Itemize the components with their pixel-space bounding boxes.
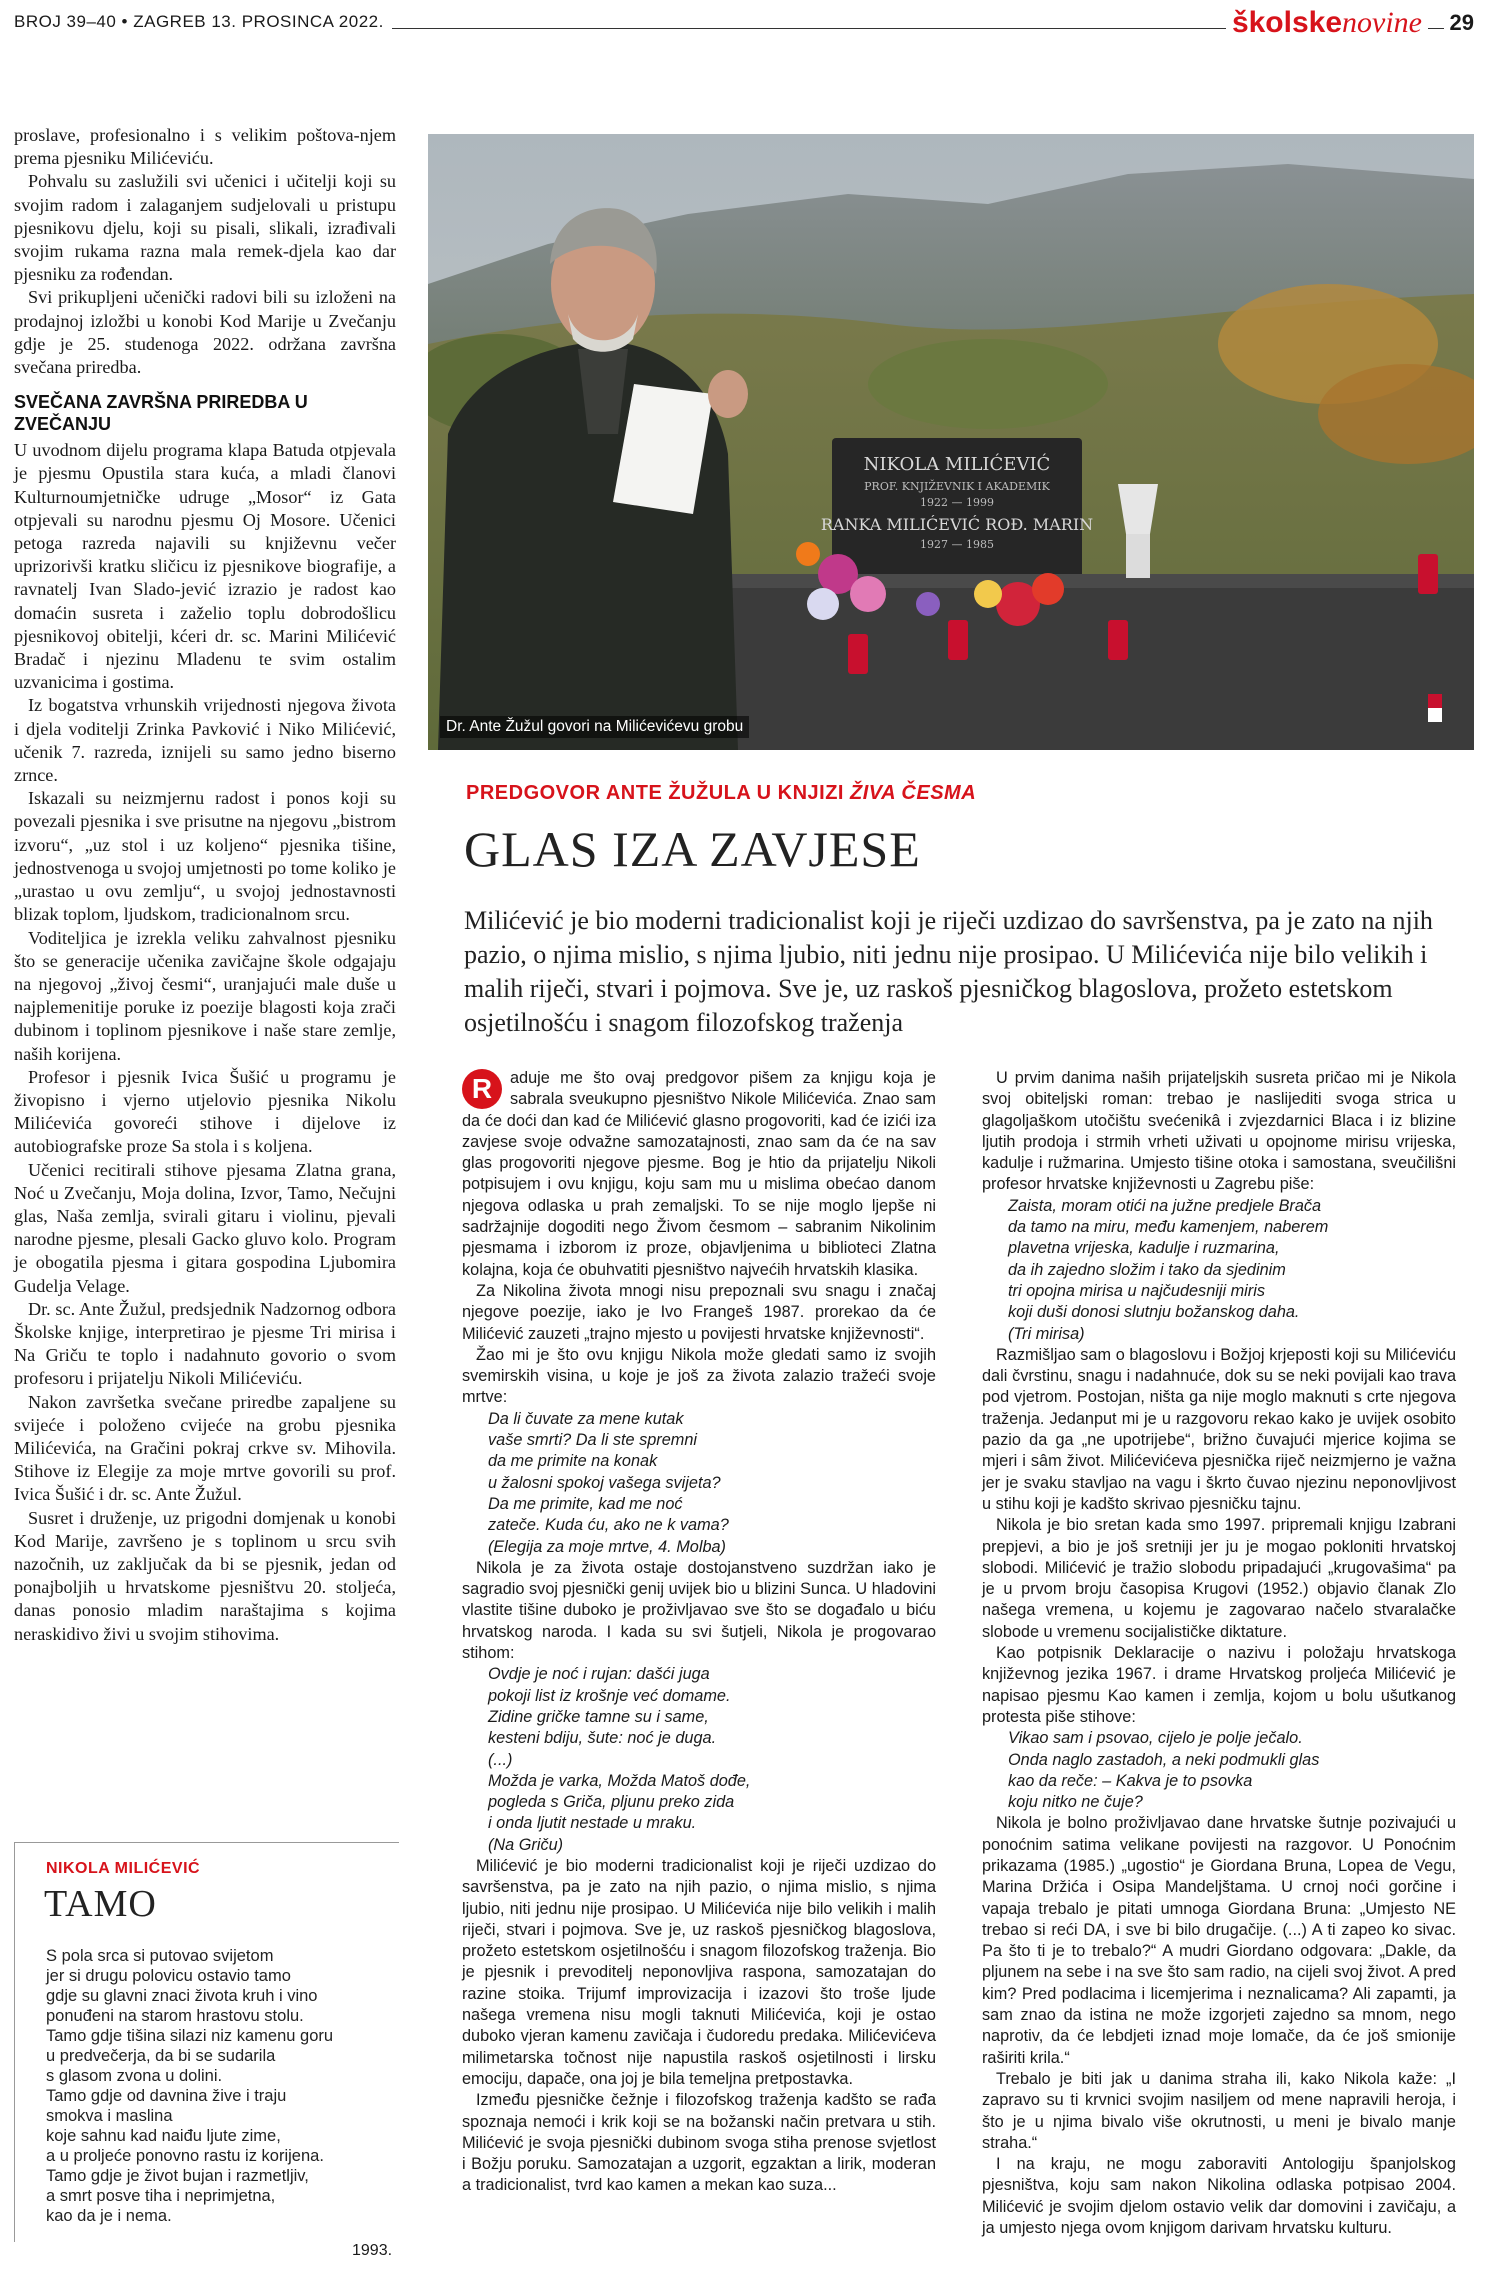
poem-line: a smrt posve tiha i neprimjetna, (46, 2187, 276, 2205)
publication-logo (1226, 6, 1428, 40)
verse-line: koju nitko ne čuje? (1008, 1793, 1143, 1812)
verse-line: kesteni bdiju, šute: noć je duga. (488, 1729, 717, 1748)
section-subheading: SVEČANA ZAVRŠNA PRIREDBA U ZVEČANJU (14, 392, 308, 435)
article-photo (428, 134, 1474, 750)
verse-line: (...) (488, 1750, 513, 1769)
article-paragraph: I na kraju, ne mogu zaboraviti Antologiju španjolskog pjesništva, koju sam nakon Nikolina odlaska potpisao 2004. Milićević je svojim djelom ostavio velik dar domovini i zavičaju, a ja umjesto njega ovom knjigom darivam hrvatsku kulturu. (982, 2155, 1456, 2238)
verse-line: i onda ljutit nestade u mraku. (488, 1814, 697, 1833)
left-paragraph: Svi prikupljeni učenički radovi bili su izloženi na prodajnoj izložbi u konobi Kod Marije u Zvečanju gdje je 25. studenoga 2022. održana završna svečana priredba. (14, 287, 396, 378)
article-kicker (466, 782, 976, 805)
poem-line: Tamo gdje je život bujan i razmetljiv, (46, 2167, 309, 2185)
logo-skolske: školske (1231, 6, 1343, 39)
left-paragraph: Dr. sc. Ante Žužul, predsjednik Nadzornog odbora Školske knjige, interpretirao je pjesme Tri mirisa i Na Griču te toplo i nadahnuto govorio o svom profesoru i prijatelju Nikoli Milićeviću. (14, 1298, 396, 1389)
left-column (14, 124, 396, 1646)
poem-line: S pola srca si putovao svijetom (46, 1947, 274, 1965)
grave-inscription: 1922 — 1999 (920, 496, 994, 509)
verse-line: Zaista, moram otići na južne predjele Brača (1008, 1196, 1322, 1215)
poem-line: Tamo gdje od davnina žive i traju (46, 2087, 287, 2105)
verse-line: da tamo na miru, među kamenjem, naberem (1008, 1218, 1329, 1237)
verse-line: pokoji list iz krošnje već domame. (488, 1686, 731, 1705)
article-paragraph: Razmišljao sam o blagoslovu i Božjoj krjeposti koji su Milićeviću dali čvrstinu, snagu i nadahnuće, dok su se neki povijali kao trava pod vjetrom. Postojan, ništa ga nije moglo maknuti s crte njegova traženja. Jedanput mi je u razgovoru rekao kako je uvijek osobito pazio da ga „ne upotrijebe“, brižno čuvajući mjerice kojima se mjeri i sâm život. Milićevićeva pjesnička riječ neizmjerno je važna jer je svaku stavljao na vagu i škrto čuvao njezinu neponovljivost u stihu koji je kadšto skrivao pjesničku tajnu. (982, 1345, 1456, 1513)
poem-line: s glasom zvona u dolini. (46, 2067, 223, 2085)
left-paragraph: Profesor i pjesnik Ivica Šušić u programu je živopisno i vjerno utjelovio pjesnika Nikolu Milićevića govoreći stihove i dijelove iz autobiografske proze Sa stola i s koljena. (14, 1066, 396, 1157)
article-paragraph: Milićević je bio moderni tradicionalist koji je riječi uzdizao do savršenstva, pa je zato na njih pazio, o njima mislio, s njima ljubio, niti jednu nije prosipao. U Milićevića nije bilo velikih i malih riječi, stvari i pojmova. Sve je, uz raskoš pjesničkog blagoslova, prožeto estetskom osjetilnošću i snagom filozofskog traženja. Bio je pjesnik i prevoditelj neponovljiva raspona, samozatajan do razine stoika. Trijumf improvizacija i izazovi što troše ljude našega vremena nisu mogli taknuti Milićevića, koji je ostao duboko vjeran kamenu zavičaja i čudoredu predaka. Milićevićeva milimetarska točnost nije napustila raskoš osjetilnosti i lirsku emociju, dapače, ona joj je bila temeljna pretpostavka. (462, 1856, 936, 2088)
left-paragraph: Iz bogatstva vrhunskih vrijednosti njegova života i djela voditelji Zrinka Pavković i Niko Milićević, učenik 7. razreda, iznijeli su samo jedno biserno zrnce. (14, 695, 396, 786)
verse-line: vaše smrti? Da li ste spremni (488, 1431, 698, 1450)
poem-author: NIKOLA MILIĆEVIĆ (46, 1860, 201, 1877)
verse-line: tri opojna mirisa u najčudesniji miris (1008, 1281, 1265, 1300)
verse-line: zateče. Kuda ću, ako ne k vama? (488, 1516, 729, 1535)
verse-line: da ih zajedno složim i tako da sjedinim (1008, 1260, 1286, 1279)
verse-line: Zidine gričke tamne su i same, (488, 1707, 709, 1726)
left-paragraph: Učenici recitirali stihove pjesama Zlatna grana, Noć u Zvečanju, Moja dolina, Izvor, Tamo, Nečujni glas, Naša zemlja, svirali gitaru i violinu, pjevali narodne pjesme, plesali Gacko gluvo kolo. Program je obogatila pjesma i gitara gospodina Ljubomira Gudelja Velage. (14, 1159, 396, 1296)
verse-line: Da li čuvate za mene kutak (488, 1409, 684, 1428)
article-column-1 (462, 1068, 936, 2197)
article-paragraph: Kao potpisnik Deklaracije o nazivu i položaju hrvatskoga književnog jezika 1967. i drame Hrvatskog proljeća Milićević je napisao pjesmu Kao kamen i zemlja, kojom u bolu ušutkanog protesta piše stihove: (982, 1644, 1456, 1726)
verse-source: (Tri mirisa) (1008, 1324, 1085, 1343)
left-paragraph: Iskazali su neizmjernu radost i ponos koji su povezali pjesnika i sve prisutne na njegovu „bistrom izvoru“, „uz stol i uz koljeno“ pjesnika tišine, jednostvenoga u svojoj umjetnosti po tome koliko je „urastao u ovu zemlju“, u svojoj jednostavnosti blizak toplom, ljudskom, tradicionalnom srcu. (14, 788, 396, 925)
poem-title: TAMO (44, 1883, 157, 1925)
grave-inscription: PROF. KNJIŽEVNIK I AKADEMIK (864, 480, 1050, 493)
article-paragraph (462, 1068, 936, 1281)
poem-year: 1993. (352, 2242, 393, 2259)
poem-line: smokva i maslina (46, 2107, 173, 2125)
verse-line: pogleda s Griča, pljunu preko zida (488, 1793, 735, 1812)
logo-novine: novine (1342, 6, 1422, 39)
verse-line: Ovdje je noć i rujan: dašći juga (488, 1665, 710, 1684)
article-standfirst: Milićević je bio moderni tradicionalist koji je riječi uzdizao do savršenstva, pa je zato na njih pazio, o njima mislio, s njima ljubio, niti jednu nije prosipao. U Milićevića nije bilo velikih i malih riječi, stvari i pojmova. Sve je, uz raskoš pjesničkog blagoslova, prožeto estetskom osjetilnošću i snagom filozofskog traženja (464, 906, 1433, 1037)
issue-info: BROJ 39–40 • ZAGREB 13. PROSINCA 2022. (14, 12, 392, 32)
left-paragraph: proslave, profesionalno i s velikim poštova-njem prema pjesniku Milićeviću. (14, 125, 396, 169)
paragraph-text: aduje me što ovaj predgovor pišem za knjigu koja je sabrala sveukupno pjesništvo Nikole Milićevića. Znao sam da će doći dan kad će Milićević glasno progovoriti, kad će izići iza zavjese svoje odvažne samozatajnosti, znao sam da će na sav glas progovoriti njegove pjesme. Bog je htio da prijatelju Nikoli potpisujem i ovu knjigu, koju sam mu u mislima obećao danom njegova odlaska u prah zemaljski. To se nije moglo ljepše ni sadržajnije dogoditi nego Živom česmom – sabranim Nikolinim pjesmama i izborom iz proze, objavljenima u biblioteci Zlatna kolajna, koja će obuhvatiti pjesništvo najvećih hrvatskih klasika. (462, 1069, 936, 1279)
drop-cap: R (462, 1069, 502, 1109)
poem-line: u predvečerja, da bi se sudarila (46, 2047, 276, 2065)
poem-line: a u proljeće ponovno rastu iz korijena. (46, 2147, 324, 2165)
left-paragraph: Pohvalu su zaslužili svi učenici i učitelji koji su svojim radom i zalaganjem sudjelovali u pristupu pjesnikovu djelu, koji su pisali, slikali, izrađivali svojim rukama razna mala remek-djela kao dar pjesniku za rođendan. (14, 171, 396, 285)
article-headline: GLAS IZA ZAVJESE (464, 821, 921, 877)
article-paragraph: Trebalo je biti jak u danima straha ili, kako Nikola kaže: „I zapravo su ti krvnici svojim nasiljem od mene napravili heroja, i što je u njima bivalo više okrutnosti, u meni je bivalo manje straha.“ (982, 2069, 1456, 2152)
poem-line: ponuđeni na starom hrastovu stolu. (46, 2007, 304, 2025)
poem-line: gdje su glavni znaci života kruh i vino (46, 1987, 318, 2005)
poem-text (46, 1946, 386, 2226)
verse-line: Da me primite, kad me noć (488, 1494, 683, 1513)
article-column-2 (982, 1068, 1456, 2239)
article-paragraph: Za Nikolina života mnogi nisu prepoznali svu snagu i značaj njegove poezije, iako je Ivo Frangeš 1987. prorekao da će Milićević zauzeti „trajno mjesto u povijesti hrvatske književnosti“. (462, 1281, 936, 1343)
left-paragraph: U uvodnom dijelu programa klapa Batuda otpjevala je pjesmu Opustila stara kuća, a mladi članovi Kulturnoumjetničke udruge „Mosor“ iz Gata otpjevali su narodnu pjesmu Oj Mosore. Učenici petoga razreda najavili su književnu večer uprizorivši kratku sličicu iz pjesnikove biografije, a ravnatelj Ivan Slado-jević izrazio je radost kao domaćin susreta i zaželio toplu dobrodošlicu pjesnikovoj obitelji, kćeri dr. sc. Marini Milićević Bradač i njezinu Mladenu te svim ostalim uzvanicima i gostima. (14, 440, 396, 693)
page-number: 29 (1444, 10, 1474, 36)
verse-line: koji duši donosi slutnju božanskog daha. (1008, 1303, 1300, 1322)
left-paragraph: Nakon završetka svečane priredbe zapaljene su svijeće i položeno cvijeće na grobu pjesnika Milićevića, na Gračini pokraj crkve sv. Mihovila. Stihove iz Elegije za moje mrtve govorili su prof. Ivica Šušić i dr. sc. Ante Žužul. (14, 1391, 396, 1505)
grave-inscription: RANKA MILIĆEVIĆ ROĐ. MARIN (820, 515, 1094, 534)
verse-line: Vikao sam i psovao, cijelo je polje ječalo. (1008, 1729, 1303, 1748)
article-paragraph: Nikola je za života ostaje dostojanstveno suzdržan iako je sagradio svoj pjesnički genij uvijek bio u blizini Sunca. U hladovini vlastite tišine duboko je proživljavao sve što se događalo u biću hrvatskog naroda. I kada su svi šutjeli, Nikola je progovarao stihom: (462, 1558, 936, 1663)
grave-inscription: NIKOLA MILIĆEVIĆ (863, 454, 1051, 475)
grave-inscription: 1927 — 1985 (920, 538, 994, 551)
verse-line: Onda naglo zastadoh, a neki podmukli glas (1008, 1750, 1320, 1769)
verse-line: Možda je varka, Možda Matoš dođe, (488, 1771, 751, 1790)
left-paragraph: Voditeljica je izrekla veliku zahvalnost pjesniku što se generacije učenika zavičajne škole odgajaju na njegovoj „živoj česmi“, uranjajući male duše u najplemenitije poruke iz poezije blagosti koja zrači dubinom i toplinom pjesnikove i naše stare zemlje, naših korijena. (14, 927, 396, 1064)
article-paragraph: Nikola je bolno proživljavao dane hrvatske šutnje pozivajući u ponoćnim satima velikane povijesti na razgovor. U Ponoćnim prikazama (1985.) „ugostio“ je Giordana Bruna, Lopea de Vegu, Marina Držića i Osipa Mandeljštama. U crnoj noći gorčine i vapaja trebalo je pitati umnoga Giordana Bruna: „Umjesto NE trebao si reći DA, i sve bi bilo drugačije. (...) A ti zapeo ko sivac. Pa što ti je to trebalo?“ A mudri Giordano odgovara: „Dakle, da pljunem na sebe i na sve što sam radio, na cijeli svoj život. A pred kim? Pred podlacima i licemjerima i neznalicama? Ali zapamti, ja sam znao da istina ne može izgorjeti zajedno sa mnom, nego naprotiv, da će lebdjeti iznad moje lomače, da će još smionije raširiti krila.“ (982, 1814, 1456, 2067)
article-paragraph: U prvim danima naših prijateljskih susreta pričao mi je Nikola svoj obiteljski roman: trebao je naslijediti svoga strica u glagoljaškom utočištu svećenikâ i zvjezdarnici Blaca i iz blizine ljutih prodoja i strmih vrheti uživati u opojnome mirisu vrijeska, kadulje i ružmarina. Umjesto tišine otoka i samostana, sveučilišni profesor hrvatske književnosti u Zagrebu piše: (982, 1069, 1456, 1194)
photo-caption: Dr. Ante Žužul govori na Milićevićevu grobu (440, 716, 749, 738)
poem-line: Tamo gdje tišina silazi niz kamenu goru (46, 2027, 334, 2045)
kicker-book-title: ŽIVA ČESMA (850, 782, 977, 804)
verse-source: (Elegija za moje mrtve, 4. Molba) (488, 1537, 726, 1556)
article-paragraph: Nikola je bio sretan kada smo 1997. pripremali knjigu Izabrani prepjevi, a bio je još sretniji jer ju je mogao pokloniti hrvatskoj slobodi. Milićević je tražio slobodu pripadajući „krugovašima“ pa je u prvom broju časopisa Krugovi (1952.) objavio članak Zlo našega vremena, u kojemu je zagovarao načelo stvaralačke slobode u vremenu socijalističke diktature. (982, 1516, 1456, 1641)
left-paragraph: Susret i druženje, uz prigodni domjenak u konobi Kod Marije, završeno je s toplinom u srcu svih nazočnih, uz zaključak da bi se pjesnik, jedan od ponajboljih u hrvatskome pjesništvu 20. stoljeća, danas ponosio mladim naraštajima s kojima neraskidivo živi u svojim stihovima. (14, 1507, 396, 1644)
poem-line: koje sahnu kad naiđu ljute zime, (46, 2127, 281, 2145)
article-paragraph: Žao mi je što ovu knjigu Nikola može gledati samo iz svojih svemirskih visina, u koje je još za života zalazio tražeći svoje mrtve: (462, 1345, 936, 1407)
verse-line: kao da reče: – Kakva je to psovka (1008, 1771, 1253, 1790)
verse-line: plavetna vrijeska, kadulje i ruzmarina, (1008, 1239, 1280, 1258)
verse-line: u žalosni spokoj vašega svijeta? (488, 1473, 721, 1492)
verse-source: (Na Griču) (488, 1835, 564, 1854)
verse-line: da me primite na konak (488, 1452, 658, 1471)
poem-line: kao da je i nema. (46, 2207, 172, 2225)
poem-line: jer si drugu polovicu ostavio tamo (46, 1967, 291, 1985)
kicker-text: PREDGOVOR ANTE ŽUŽULA U KNJIZI (466, 782, 844, 804)
article-paragraph: Između pjesničke čežnje i filozofskog traženja kadšto se rađa spoznaja nemoći i krik koji se na božanski način pretvara u stih. Milićević je svoja pjesnički dubinom svoga stiha prenose svjetlost i Božju poruku. Samozatajan a uzgorit, egzaktan a lirik, moderan a tradicionalist, tvrd kao kamen a mekan kao suza... (462, 2091, 936, 2195)
